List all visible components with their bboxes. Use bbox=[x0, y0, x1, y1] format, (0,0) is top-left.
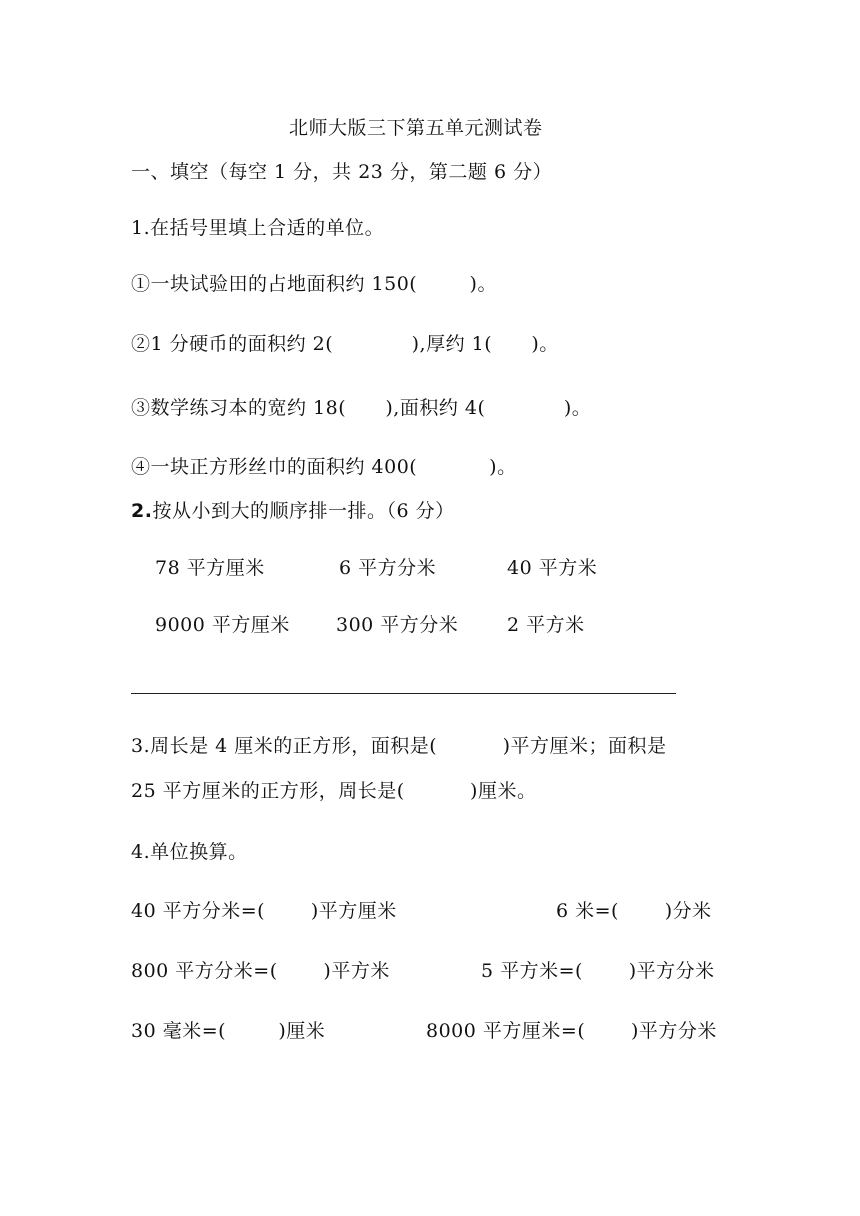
question-2-number: 2. bbox=[131, 500, 153, 522]
conversion-item: 30 毫米=( )厘米 bbox=[131, 1020, 326, 1042]
conversion-item: 40 平方分米=( )平方厘米 bbox=[131, 900, 397, 922]
sort-item: 2 平方米 bbox=[507, 614, 585, 636]
sort-item: 300 平方分米 bbox=[336, 614, 459, 636]
question-3-line: 3.周长是 4 厘米的正方形，面积是( )平方厘米；面积是 bbox=[131, 735, 667, 757]
question-1-prompt: 1.在括号里填上合适的单位。 bbox=[131, 217, 385, 239]
conversion-item: 800 平方分米=( )平方米 bbox=[131, 960, 390, 982]
conversion-item: 8000 平方厘米=( )平方分米 bbox=[426, 1020, 717, 1042]
sort-item: 6 平方分米 bbox=[339, 557, 437, 579]
conversion-item: 6 米=( )分米 bbox=[556, 900, 712, 922]
sort-item: 40 平方米 bbox=[507, 557, 598, 579]
question-1-item: ②1 分硬币的面积约 2( ),厚约 1( )。 bbox=[131, 333, 559, 355]
sort-item: 78 平方厘米 bbox=[155, 557, 265, 579]
question-4-prompt: 4.单位换算。 bbox=[131, 841, 248, 863]
conversion-item: 5 平方米=( )平方分米 bbox=[481, 960, 715, 982]
question-2-text: 按从小到大的顺序排一排。（6 分） bbox=[152, 500, 455, 522]
section-heading: 一、填空（每空 1 分，共 23 分，第二题 6 分） bbox=[131, 161, 553, 183]
question-1-item: ③数学练习本的宽约 18( ),面积约 4( )。 bbox=[131, 397, 592, 419]
question-1-item: ④一块正方形丝巾的面积约 400( )。 bbox=[131, 456, 517, 478]
question-3-line: 25 平方厘米的正方形，周长是( )厘米。 bbox=[131, 780, 537, 802]
sort-item: 9000 平方厘米 bbox=[155, 614, 290, 636]
question-2-prompt bbox=[131, 499, 455, 523]
question-1-item: ①一块试验田的占地面积约 150( )。 bbox=[131, 273, 497, 295]
answer-line[interactable] bbox=[131, 693, 676, 694]
page-title: 北师大版三下第五单元测试卷 bbox=[289, 117, 543, 139]
